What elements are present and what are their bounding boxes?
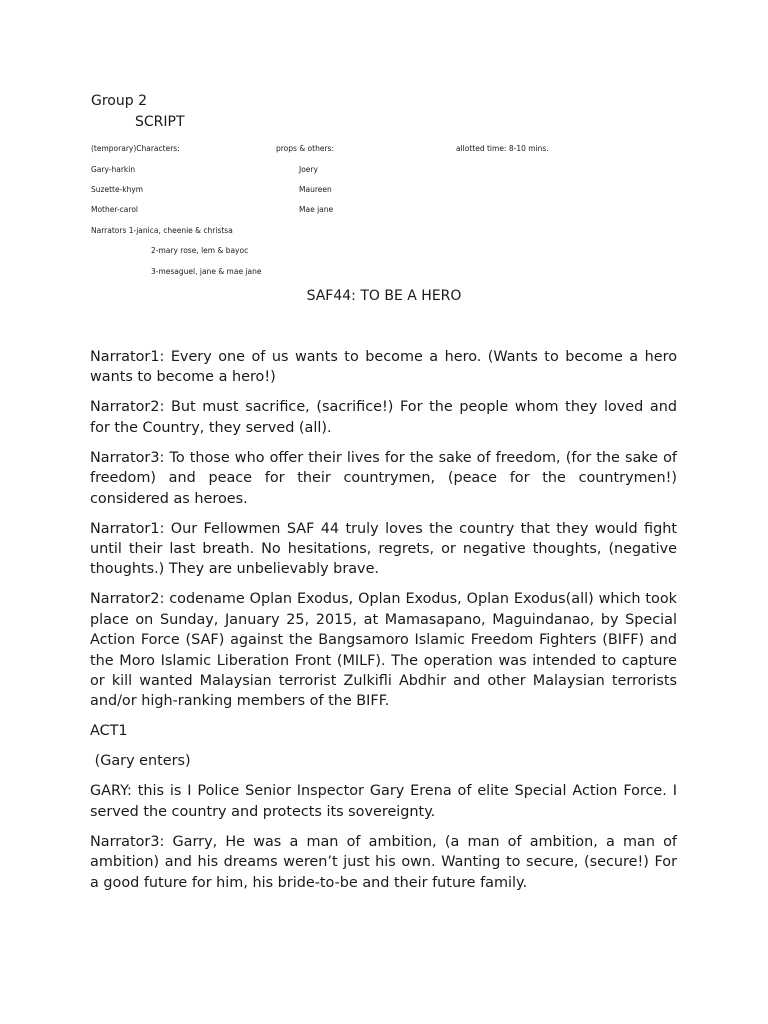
play-title: SAF44: TO BE A HERO (306, 288, 462, 304)
script-heading: SCRIPT (135, 114, 185, 130)
prop-item: Joery (299, 165, 318, 174)
script-paragraph: Narrator1: Our Fellowmen SAF 44 truly loves the country that they would fight until their last breath. No hesitations, regrets, or negative thoughts, (negative thoughts.) They are unbelievably brave. (90, 520, 677, 578)
script-paragraph: Narrator3: To those who offer their lives for the sake of freedom, (for the sake of freedom) and peace for their countrymen, (peace for the countrymen!) considered as heroes. (90, 449, 677, 507)
character-item: Gary-harkin (91, 165, 136, 174)
script-paragraph: Narrator1: Every one of us wants to become a hero. (Wants to become a hero wants to become a hero!) (90, 349, 677, 386)
character-item: Mother-carol (91, 205, 138, 214)
stage-direction: (Gary enters) (90, 753, 191, 770)
script-paragraph: GARY: this is I Police Senior Inspector Gary Erena of elite Special Action Force. I served the country and protects its sovereignty. (90, 783, 677, 820)
act-heading: ACT1 (90, 723, 128, 740)
prop-item: Mae jane (299, 205, 334, 214)
script-paragraph: Narrator3: Garry, He was a man of ambition, (a man of ambition, a man of ambition) and his dreams weren’t just his own. Wanting to secure, (secure!) For a good future for him, his bride-to-be and their future family. (90, 833, 677, 891)
narrators-line: 3-mesaguel, jane & mae jane (151, 267, 262, 276)
characters-label: (temporary)Characters: (91, 144, 180, 153)
allotted-time: allotted time: 8-10 mins. (456, 144, 549, 153)
narrators-line: Narrators 1-janica, cheenie & christsa (91, 226, 233, 235)
prop-item: Maureen (299, 185, 332, 194)
props-label: props & others: (276, 144, 334, 153)
group-heading: Group 2 (91, 93, 147, 109)
script-paragraph: Narrator2: But must sacrifice, (sacrifice!) For the people whom they loved and for the Country, they served (all). (90, 399, 677, 436)
character-item: Suzette-khym (91, 185, 144, 194)
narrators-line: 2-mary rose, lem & bayoc (151, 246, 249, 255)
script-paragraph: Narrator2: codename Oplan Exodus, Oplan Exodus, Oplan Exodus(all) which took place on Sunday, January 25, 2015, at Mamasapano, Maguindanao, by Special Action Force (SAF) against the Bangsamoro Islamic Freedom Fighters (BIFF) and the Moro Islamic Liberation Front (MILF). The operation was intended to capture or kill wanted Malaysian terrorist Zulkifli Abdhir and other Malaysian terrorists and/or high-ranking members of the BIFF. (90, 591, 677, 710)
script-body (90, 347, 677, 903)
